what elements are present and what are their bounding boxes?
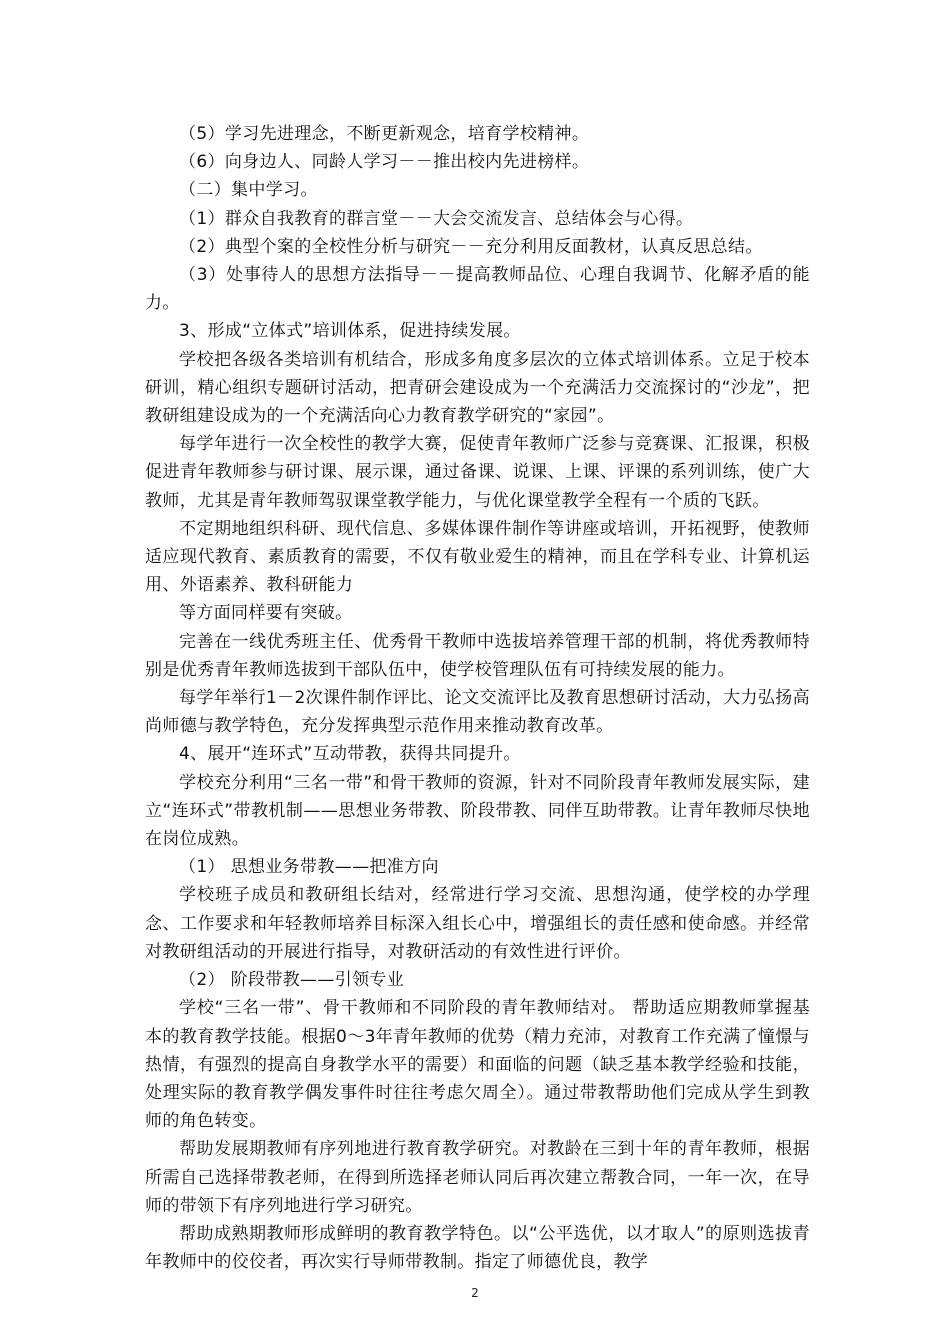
section-heading: 3、形成“立体式”培训体系，促进持续发展。 xyxy=(179,321,521,342)
paragraph: 帮助发展期教师有序列地进行教育教学研究。对教龄在三到十年的青年教师，根据所需自己选择带教老师，在得到所选择老师认同后再次建立帮教合同，一年一次，在导师的带领下有序列地进行学习研究。 xyxy=(145,1139,810,1216)
subsection-heading: （1） 思想业务带教——把准方向 xyxy=(179,857,439,878)
paragraph: 学校把各级各类培训有机结合，形成多角度多层次的立体式培训体系。立足于校本研训，精心组织专题研讨活动，把青研会建设成为一个充满活力交流探讨的“沙龙”，把教研组建设成为的一个充满活向心力教育教学研究的“家园”。 xyxy=(145,349,810,427)
paragraph: （2）典型个案的全校性分析与研究－－充分利用反面教材，认真反思总结。 xyxy=(179,236,763,257)
paragraph: 不定期地组织科研、现代信息、多媒体课件制作等讲座或培训，开拓视野，使教师适应现代教育、素质教育的需要，不仅有敬业爱生的精神，而且在学科专业、计算机运用、外语素养、教科研能力 xyxy=(145,518,810,596)
paragraph: （3）处事待人的思想方法指导－－提高教师品位、心理自我调节、化解矛盾的能力。 xyxy=(145,265,810,314)
page-number: 2 xyxy=(471,1286,479,1300)
paragraph: 等方面同样要有突破。 xyxy=(179,603,353,624)
paragraph: （5）学习先进理念，不断更新观念，培育学校精神。 xyxy=(179,124,590,144)
paragraph: 学校班子成员和教研组长结对，经常进行学习交流、思想沟通，使学校的办学理念、工作要求和年轻教师培养目标深入组长心中，增强组长的责任感和使命感。并经常对教研组活动的开展进行指导，对教研活动的有效性进行评价。 xyxy=(145,885,810,962)
section-heading: 4、展开“连环式”互动带教，获得共同提升。 xyxy=(179,744,521,765)
paragraph: （二）集中学习。 xyxy=(179,180,318,201)
subsection-heading: （2） 阶段带教——引领专业 xyxy=(179,970,405,991)
paragraph: 帮助成熟期教师形成鲜明的教育教学特色。以“公平选优，以才取人”的原则选拔青年教师中的佼佼者，再次实行导师带教制。指定了师德优良，教学 xyxy=(145,1223,810,1273)
paragraph: 每学年进行一次全校性的教学大赛，促使青年教师广泛参与竞赛课、汇报课，积极促进青年教师参与研讨课、展示课，通过备课、说课、上课、评课的系列训练，使广大教师，尤其是青年教师驾驭课堂教学能力，与优化课堂教学全程有一个质的飞跃。 xyxy=(145,434,810,511)
paragraph: 完善在一线优秀班主任、优秀骨干教师中选拔培养管理干部的机制，将优秀教师特别是优秀青年教师选拔到干部队伍中，使学校管理队伍有可持续发展的能力。 xyxy=(145,631,810,680)
paragraph: 学校“三名一带”、骨干教师和不同阶段的青年教师结对。 帮助适应期教师掌握基本的教育教学技能。根据0～3年青年教师的优势（精力充沛，对教育工作充满了憧憬与热情，有强烈的提高自身教学水平的需要）和面临的问题（缺乏基本教学经验和技能，处理实际的教育教学偶发事件时往往考虑欠周全）。通过带教帮助他们完成从学生到教师的角色转变。 xyxy=(145,998,810,1132)
page-body xyxy=(145,120,810,1276)
paragraph: 学校充分利用“三名一带”和骨干教师的资源，针对不同阶段青年教师发展实际，建立“连环式”带教机制——思想业务带教、阶段带教、同伴互助带教。让青年教师尽快地在岗位成熟。 xyxy=(145,772,810,850)
paragraph: （1）群众自我教育的群言堂－－大会交流发言、总结体会与心得。 xyxy=(179,208,694,229)
paragraph: 每学年举行1－2次课件制作评比、论文交流评比及教育思想研讨活动，大力弘扬高尚师德与教学特色，充分发挥典型示范作用来推动教育改革。 xyxy=(145,688,810,737)
paragraph: （6）向身边人、同龄人学习－－推出校内先进榜样。 xyxy=(179,152,590,173)
